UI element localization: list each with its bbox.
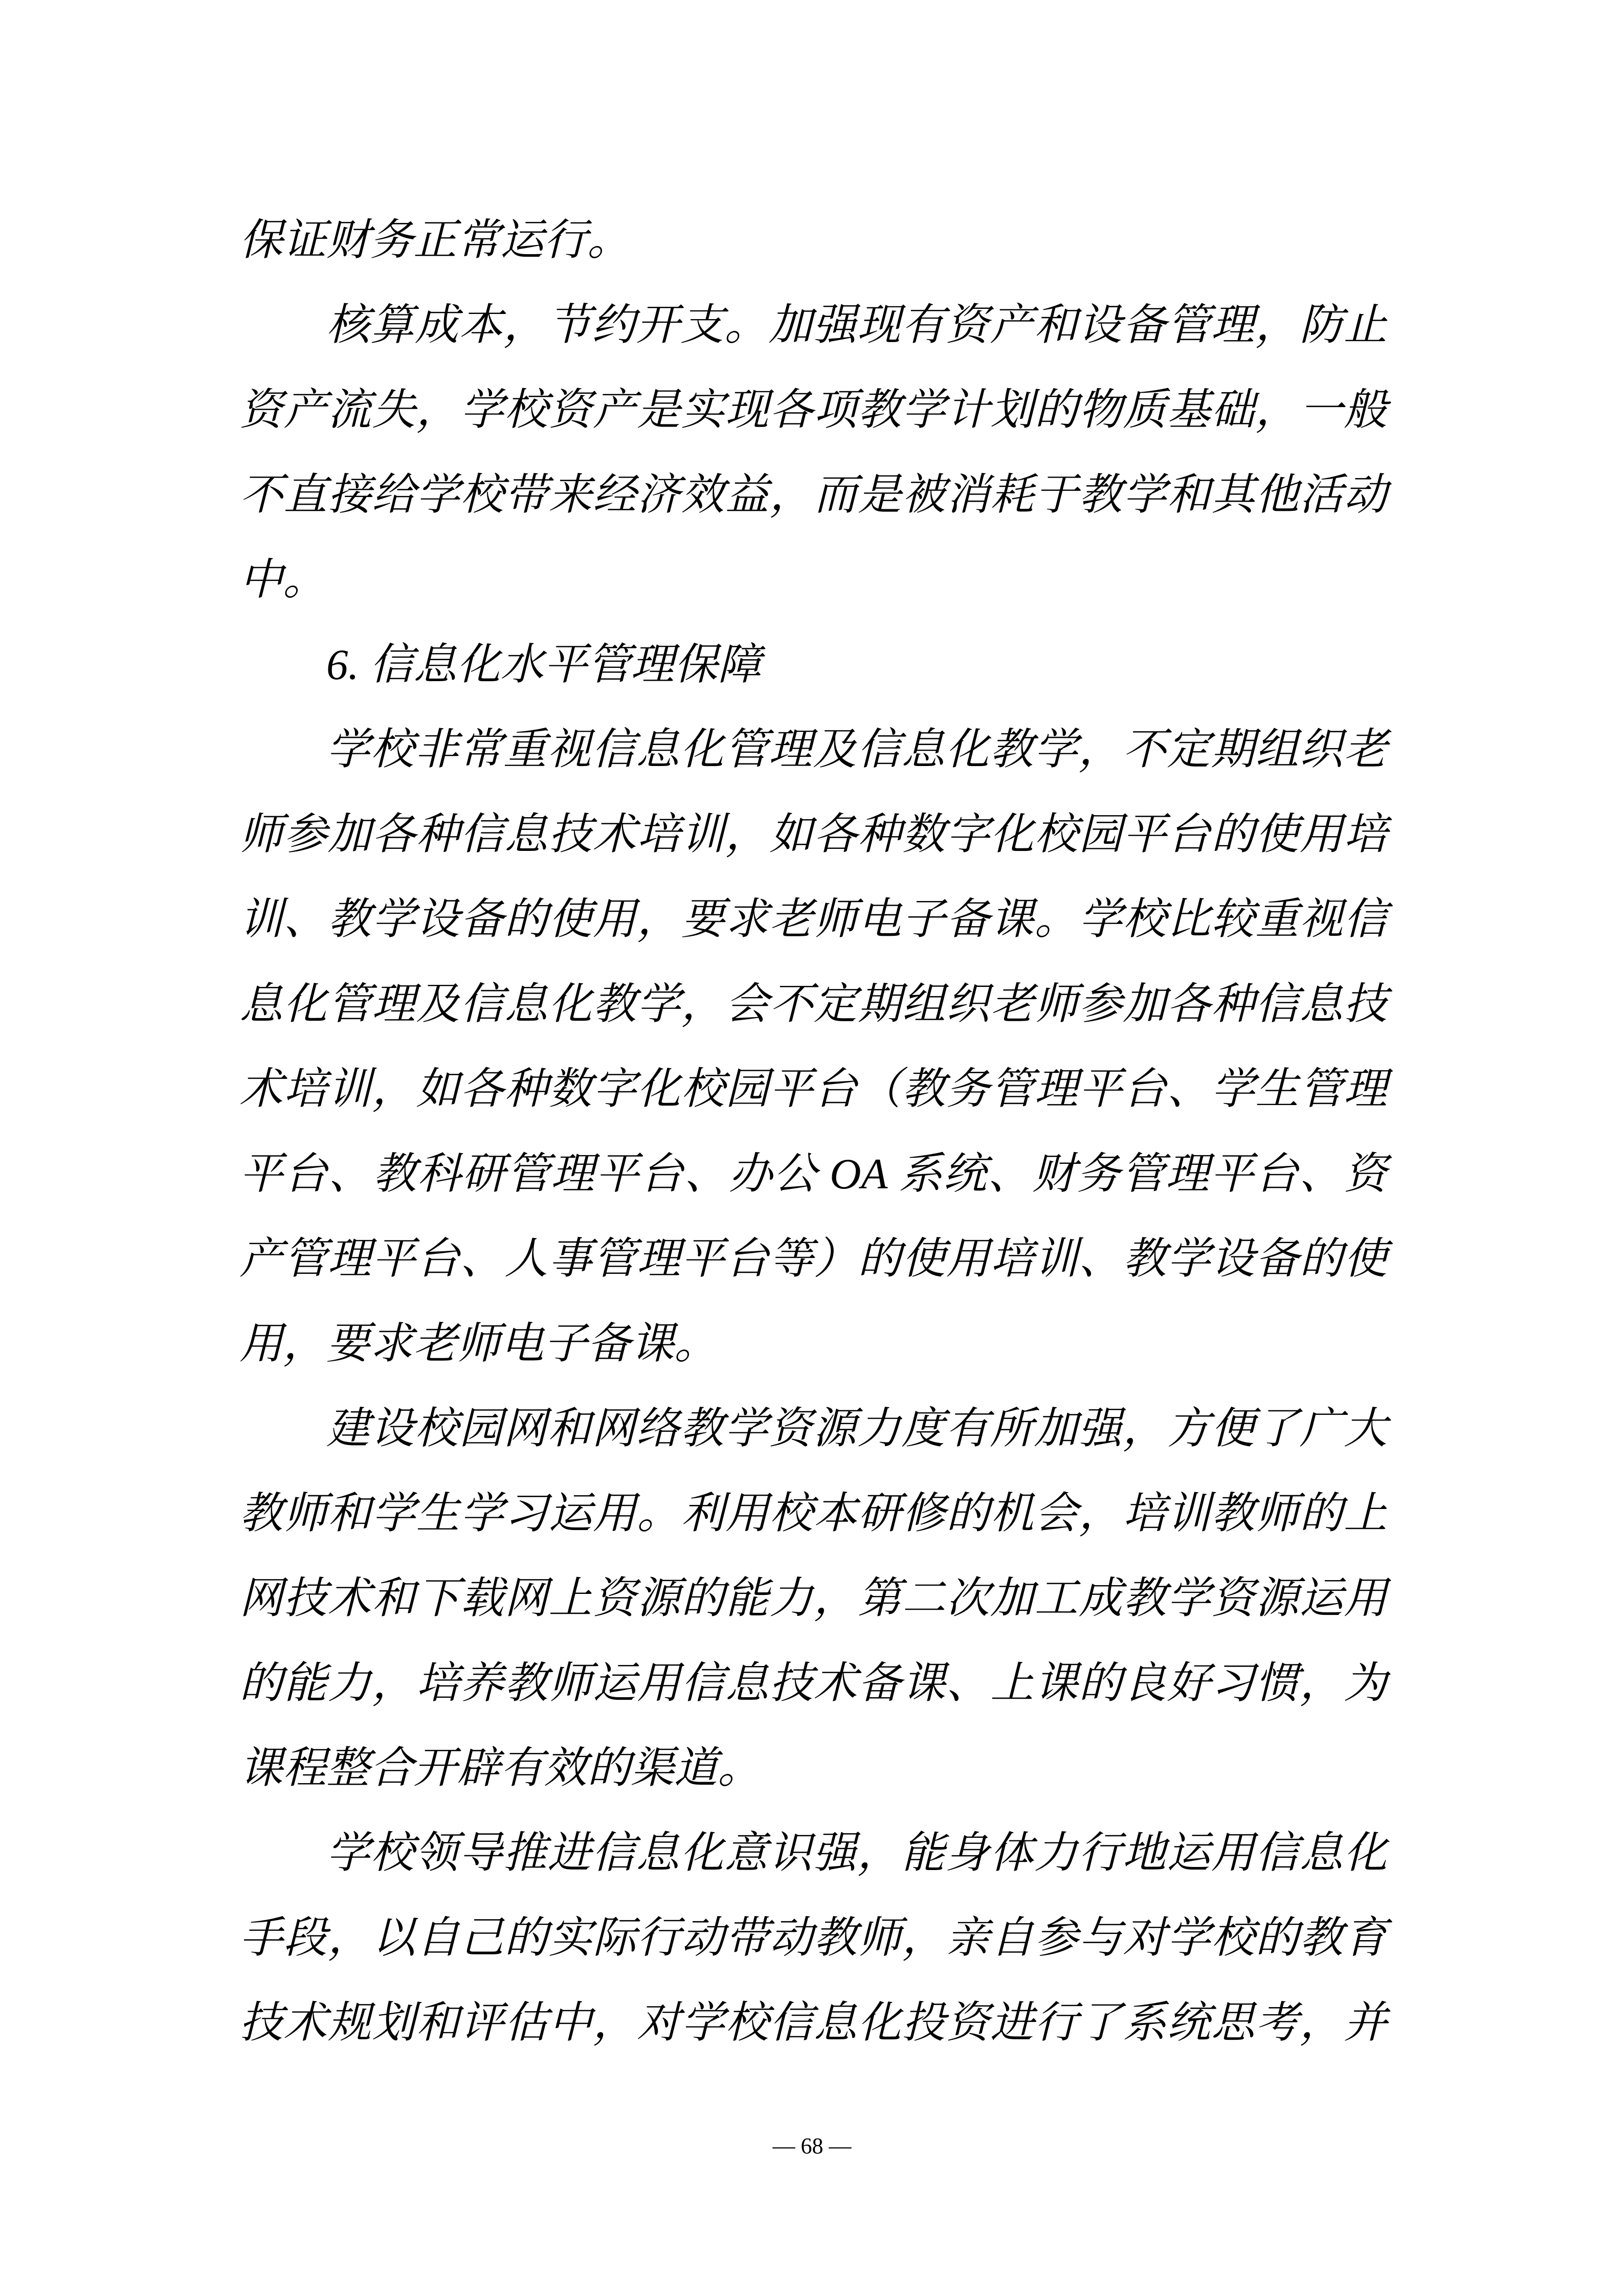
- text-line: 核算成本，节约开支。加强现有资产和设备管理，防止: [326, 301, 1387, 349]
- text-line: 息化管理及信息化教学，会不定期组织老师参加各种信息技: [239, 980, 1387, 1028]
- text-line: 教师和学生学习运用。利用校本研修的机会，培训教师的上: [239, 1490, 1387, 1538]
- text-line: 网技术和下载网上资源的能力，第二次加工成教学资源运用: [239, 1574, 1387, 1623]
- text-line: 师参加各种信息技术培训，如各种数字化校园平台的使用培: [239, 811, 1387, 859]
- text-line: 学校非常重视信息化管理及信息化教学，不定期组织老: [326, 726, 1387, 774]
- text-line: 建设校园网和网络教学资源力度有所加强，方便了广大: [326, 1405, 1387, 1453]
- text-line: 保证财务正常运行。: [239, 216, 631, 264]
- text-line: 平台、教科研管理平台、办公 OA 系统、财务管理平台、资: [239, 1150, 1387, 1198]
- text-line: 课程整合开辟有效的渠道。: [239, 1744, 762, 1792]
- text-line: 训、教学设备的使用，要求老师电子备课。学校比较重视信: [239, 895, 1387, 943]
- text-line: 手段，以自己的实际行动带动教师，亲自参与对学校的教育: [239, 1914, 1387, 1962]
- text-line: 学校领导推进信息化意识强，能身体力行地运用信息化: [326, 1829, 1387, 1877]
- text-line: 产管理平台、人事管理平台等）的使用培训、教学设备的使: [239, 1235, 1387, 1283]
- page-number: — 68 —: [772, 2133, 852, 2158]
- text-line: 术培训，如各种数字化校园平台（教务管理平台、学生管理: [239, 1065, 1387, 1113]
- document-body: [239, 198, 1387, 2065]
- section-heading: 6. 信息化水平管理保障: [326, 641, 762, 689]
- text-line: 技术规划和评估中，对学校信息化投资进行了系统思考，并: [239, 1999, 1387, 2047]
- text-line: 不直接给学校带来经济效益，而是被消耗于教学和其他活动: [239, 471, 1387, 519]
- text-line: 用，要求老师电子备课。: [239, 1320, 718, 1368]
- text-line: 中。: [239, 556, 327, 604]
- text-line: 的能力，培养教师运用信息技术备课、上课的良好习惯，为: [239, 1659, 1387, 1707]
- text-line: 资产流失，学校资产是实现各项教学计划的物质基础，一般: [239, 386, 1387, 434]
- page-footer: [0, 2130, 1624, 2163]
